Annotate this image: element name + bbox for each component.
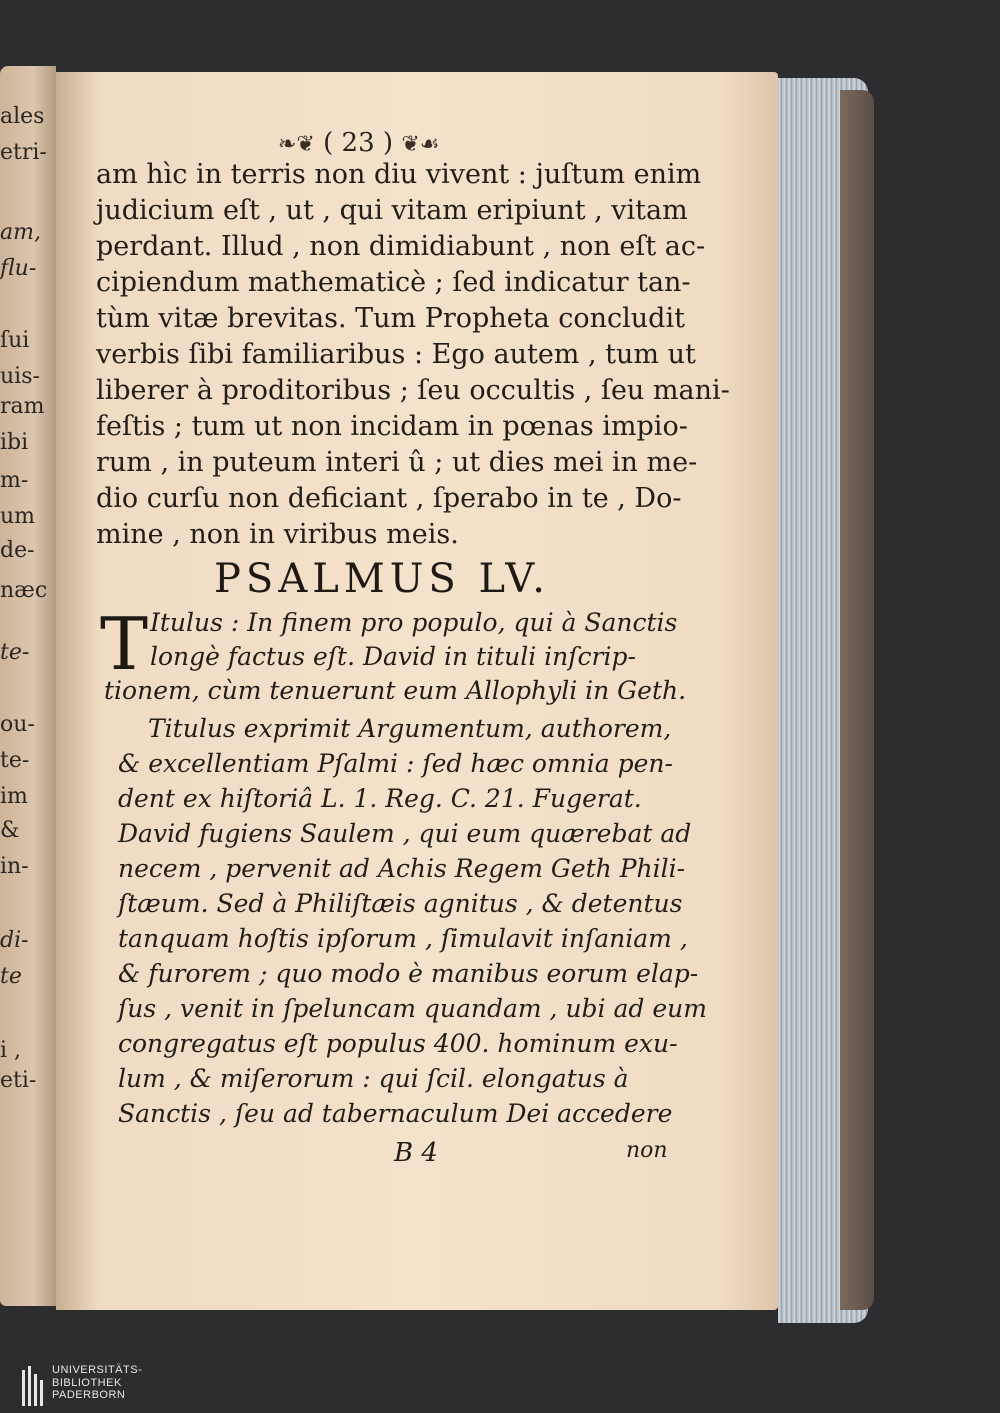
left-page-fragment: ibi [0,430,29,455]
text-line: dio curſu non deficiant , ſperabo in te , Do- [96,483,682,514]
left-page-fragment: di- [0,928,29,953]
commentary-line: congregatus eſt populus 400. hominum exu- [118,1029,678,1058]
titulus-line: Itulus : In finem pro populo, qui à Sanctis [150,608,678,637]
catchword: non [626,1138,668,1163]
psalm-title: PSALMUS LV. [214,556,550,602]
book-cover [840,90,874,1310]
left-page-fragment: te [0,964,22,989]
library-name: UNIVERSITÄTS- BIBLIOTHEK PADERBORN [52,1364,143,1401]
commentary-line: ſtæum. Sed à Philiſtæis agnitus , & detentus [118,889,683,918]
left-page-fragment: ram [0,394,45,419]
text-line: judicium eſt , ut , qui vitam eripiunt , vitam [96,195,688,226]
commentary-line: & furorem ; quo modo è manibus eorum elap- [118,959,699,988]
left-page-fragment: uis- [0,364,40,389]
left-page-fragment: & [0,818,20,843]
commentary-line: lum , & miſerorum : qui ſcil. elongatus à [118,1064,629,1093]
left-page-fragment: te- [0,640,30,665]
left-page-fragment: um [0,504,36,529]
text-line: tùm vitæ brevitas. Tum Propheta concludit [96,303,685,334]
left-page-fragment: ales [0,104,45,129]
left-page-fragment: m- [0,468,29,493]
commentary-line: tanquam hoſtis ipſorum , ſimulavit inſaniam , [118,924,688,953]
commentary-line: Sanctis , ſeu ad tabernaculum Dei accedere [118,1099,673,1128]
library-logo-icon [22,1366,44,1410]
left-page-fragment: de- [0,538,35,563]
left-page-fragment: ou- [0,712,35,737]
text-line: cipiendum mathematicè ; ſed indicatur tan- [96,267,691,298]
text-line: feſtis ; tum ut non incidam in pœnas impio- [96,411,688,442]
ornament-right-icon: ❦☙ [401,132,440,157]
titulus-line: tionem, cùm tenuerunt eum Allophyli in Geth. [104,676,687,705]
commentary-line: David fugiens Saulem , qui eum quærebat ad [118,819,692,848]
commentary-line: Titulus exprimit Argumentum, authorem, [148,714,672,743]
drop-cap: T [100,602,149,686]
left-page-fragment: ſui [0,328,30,353]
left-page-fragment: flu- [0,256,37,281]
commentary-line: dent ex hiſtoriâ L. 1. Reg. C. 21. Fugerat. [118,784,642,813]
left-page-fragment: etri- [0,140,47,165]
text-line: rum , in puteum interi û ; ut dies mei in me- [96,447,698,478]
text-line: verbis ſibi familiaribus : Ego autem , tum ut [96,339,696,370]
text-line: perdant. Illud , non dimidiabunt , non eſt ac- [96,231,706,262]
commentary-line: necem , pervenit ad Achis Regem Geth Phili- [118,854,686,883]
library-footer [0,1363,1000,1413]
commentary-line: ſus , venit in ſpeluncam quandam , ubi ad eum [118,994,707,1023]
left-page-fragment: in- [0,854,29,879]
text-line: liberer à proditoribus ; ſeu occultis , ſeu mani- [96,375,730,406]
page-header [278,128,439,158]
signature-mark: B 4 [394,1138,438,1168]
page-number: ( 23 ) [323,128,394,158]
left-page-fragment: te- [0,748,30,773]
commentary-line: & excellentiam Pſalmi : ſed hæc omnia pen- [118,749,673,778]
titulus-line: longè factus eſt. David in tituli inſcrip- [150,642,636,671]
left-page-fragment: næc [0,578,48,603]
text-line: am hìc in terris non diu vivent : juſtum enim [96,159,702,190]
left-page-fragment: im [0,784,28,809]
left-page-fragment: i , [0,1038,22,1063]
text-line: mine , non in viribus meis. [96,519,459,550]
left-page-edge [0,66,56,1306]
left-page-fragment: eti- [0,1068,37,1093]
left-page-fragment: am, [0,220,41,245]
ornament-left-icon: ❧❦ [278,132,315,157]
